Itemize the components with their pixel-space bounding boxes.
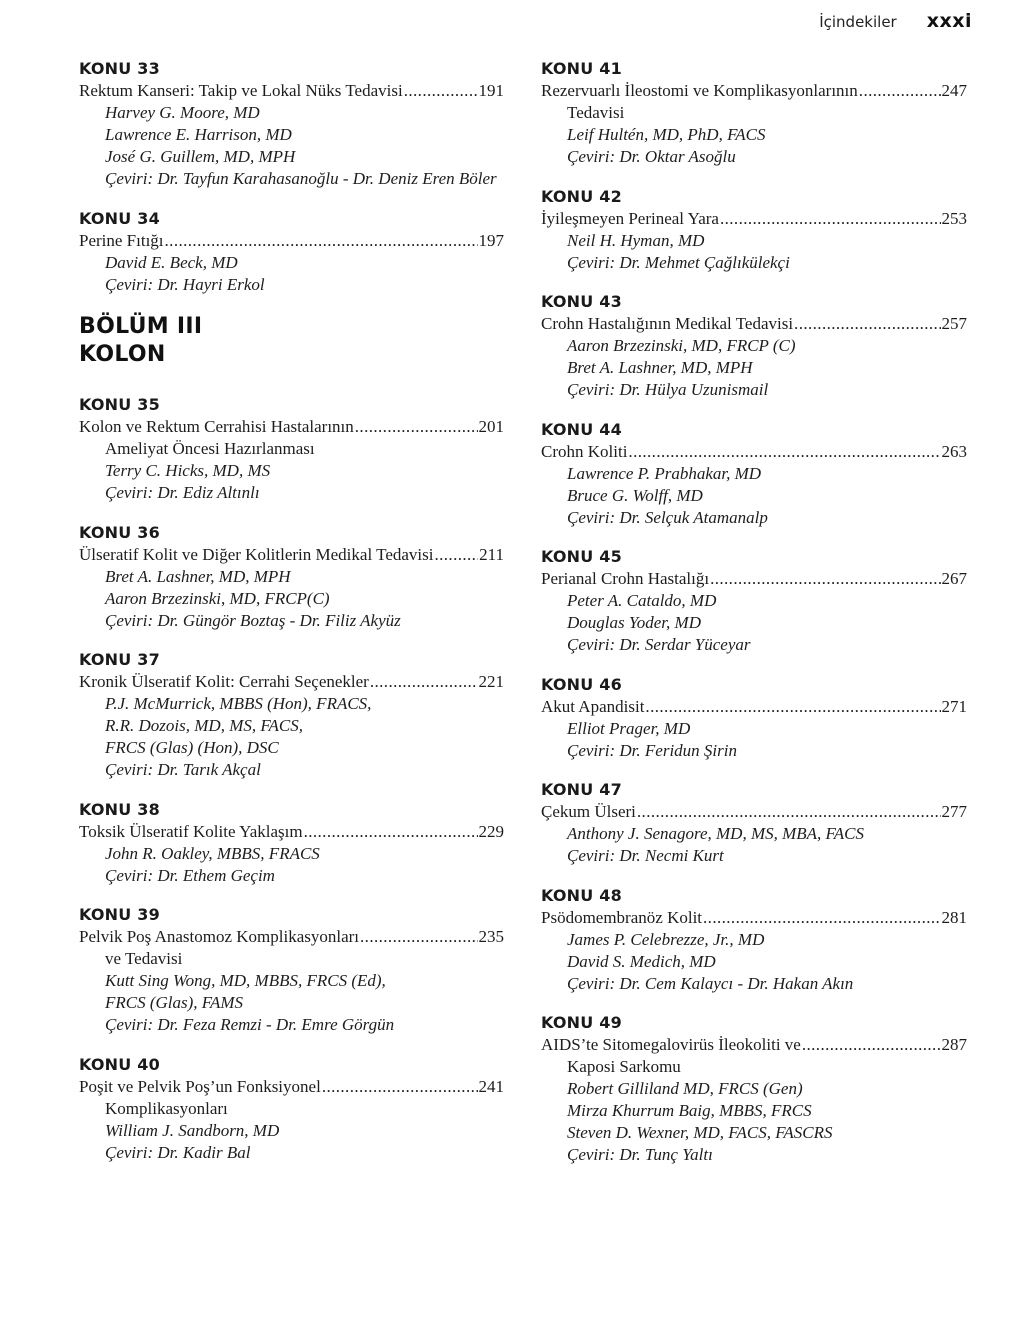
chapter-author: Kutt Sing Wong, MD, MBBS, FRCS (Ed), [105, 971, 386, 990]
chapter-page-number: 267 [941, 569, 967, 588]
chapter-label: KONU 46 [541, 674, 622, 694]
running-head-title: İçindekiler [819, 13, 897, 31]
chapter-author: FRCS (Glas), FAMS [105, 993, 244, 1012]
toc-entry [541, 885, 967, 995]
chapter-label: KONU 34 [79, 208, 160, 228]
toc-entry-title-row[interactable] [79, 230, 504, 252]
chapter-translator: Çeviri: Dr. Necmi Kurt [567, 846, 724, 865]
toc-entry [79, 522, 504, 632]
chapter-title-continued: Kaposi Sarkomu [567, 1057, 681, 1076]
chapter-title-continued: Tedavisi [567, 103, 625, 122]
chapter-author: José G. Guillem, MD, MPH [105, 147, 296, 166]
chapter-author: Mirza Khurrum Baig, MBBS, FRCS [567, 1101, 812, 1120]
dot-leader [628, 441, 940, 463]
chapter-author: Aaron Brzezinski, MD, FRCP (C) [567, 336, 796, 355]
dot-leader [645, 696, 940, 718]
dot-leader [859, 80, 941, 102]
chapter-translator: Çeviri: Dr. Kadir Bal [105, 1142, 251, 1162]
dot-leader [802, 1034, 941, 1056]
toc-entry [541, 546, 967, 656]
toc-entry [541, 291, 967, 401]
toc-entry-title-row[interactable] [541, 1034, 967, 1056]
toc-entry-title-row[interactable] [79, 926, 504, 948]
toc-entry [79, 799, 504, 887]
chapter-translator: Çeviri: Dr. Ethem Geçim [105, 865, 275, 885]
chapter-label: KONU 48 [541, 885, 622, 905]
toc-entry [79, 649, 504, 781]
chapter-label: KONU 47 [541, 780, 622, 799]
toc-entry-title-row[interactable] [541, 801, 967, 823]
toc-entry-title-row[interactable] [79, 1076, 504, 1098]
toc-entry [79, 904, 504, 1036]
chapter-title: Kolon ve Rektum Cerrahisi Hastalarının [79, 417, 354, 436]
chapter-author: Leif Hultén, MD, PhD, FACS [567, 125, 766, 144]
chapter-author: Douglas Yoder, MD [567, 613, 701, 632]
toc-entry-title-row[interactable] [79, 821, 504, 843]
toc-entry [541, 674, 967, 762]
chapter-author: Peter A. Cataldo, MD [567, 591, 717, 610]
chapter-translator: Çeviri: Dr. Tunç Yaltı [567, 1145, 713, 1164]
chapter-author: Anthony J. Senagore, MD, MS, MBA, FACS [567, 824, 864, 843]
chapter-translator: Çeviri: Dr. Cem Kalaycı - Dr. Hakan Akın [567, 973, 854, 993]
dot-leader [370, 671, 478, 693]
chapter-translator: Çeviri: Dr. Tarık Akçal [105, 760, 261, 779]
chapter-translator: Çeviri: Dr. Hülya Uzunismail [567, 380, 769, 399]
chapter-title: Ülseratif Kolit ve Diğer Kolitlerin Medikal Tedavisi [79, 544, 434, 564]
chapter-page-number: 235 [478, 927, 504, 946]
chapter-title-continued: Komplikasyonları [105, 1098, 228, 1118]
chapter-label: KONU 43 [541, 292, 622, 311]
toc-entry [79, 208, 504, 296]
chapter-page-number: 221 [478, 672, 504, 691]
toc-entry-title-row[interactable] [79, 80, 504, 102]
chapter-author: James P. Celebrezze, Jr., MD [567, 929, 765, 949]
toc-entry-title-row[interactable] [541, 696, 967, 718]
dot-leader [637, 801, 941, 823]
chapter-title-continued: Ameliyat Öncesi Hazırlanması [105, 439, 315, 458]
chapter-author: Bret A. Lashner, MD, MPH [567, 358, 753, 377]
page-number: xxxi [926, 10, 972, 32]
chapter-page-number: 253 [941, 208, 967, 228]
chapter-label: KONU 35 [79, 395, 160, 414]
toc-entry [541, 419, 967, 529]
toc-entry-title-row[interactable] [79, 416, 504, 438]
chapter-author: Aaron Brzezinski, MD, FRCP(C) [105, 588, 330, 608]
chapter-label: KONU 37 [79, 650, 160, 669]
chapter-title: Toksik Ülseratif Kolite Yaklaşım [79, 821, 303, 841]
toc-entry [541, 58, 967, 168]
chapter-author: Lawrence E. Harrison, MD [105, 125, 292, 144]
toc-entry-title-row[interactable] [541, 80, 967, 102]
chapter-translator: Çeviri: Dr. Ediz Altınlı [105, 483, 260, 502]
dot-leader [720, 208, 941, 230]
chapter-author: Harvey G. Moore, MD [105, 103, 260, 122]
toc-entry [541, 779, 967, 867]
toc-entry [541, 186, 967, 274]
chapter-page-number: 229 [478, 821, 504, 841]
toc-right-column [541, 58, 967, 1184]
toc-entry-title-row[interactable] [541, 907, 967, 929]
chapter-page-number: 271 [941, 696, 967, 716]
chapter-page-number: 257 [941, 314, 967, 333]
chapter-page-number: 247 [941, 81, 967, 100]
chapter-title: Crohn Hastalığının Medikal Tedavisi [541, 314, 794, 333]
chapter-author: Elliot Prager, MD [567, 718, 691, 738]
chapter-author: William J. Sandborn, MD [105, 1120, 280, 1140]
toc-entry-title-row[interactable] [541, 441, 967, 463]
chapter-page-number: 287 [941, 1035, 967, 1054]
chapter-label: KONU 38 [79, 799, 160, 819]
toc-entry [79, 394, 504, 504]
chapter-author: Steven D. Wexner, MD, FACS, FASCRS [567, 1123, 833, 1142]
chapter-label: KONU 49 [541, 1013, 622, 1032]
chapter-label: KONU 39 [79, 905, 160, 924]
chapter-title: Perine Fıtığı [79, 230, 164, 250]
section-title: KOLON [79, 342, 166, 367]
running-head [819, 10, 972, 32]
chapter-author: Terry C. Hicks, MD, MS [105, 461, 271, 480]
chapter-author: FRCS (Glas) (Hon), DSC [105, 738, 279, 757]
chapter-translator: Çeviri: Dr. Hayri Erkol [105, 274, 265, 294]
toc-entry-title-row[interactable] [541, 313, 967, 335]
chapter-label: KONU 33 [79, 59, 160, 78]
chapter-title: Poşit ve Pelvik Poş’un Fonksiyonel [79, 1076, 321, 1096]
chapter-translator: Çeviri: Dr. Oktar Asoğlu [567, 147, 736, 166]
dot-leader [703, 907, 940, 929]
chapter-title: Rektum Kanseri: Takip ve Lokal Nüks Tedavisi [79, 81, 403, 100]
dot-leader [794, 313, 940, 335]
chapter-author: Lawrence P. Prabhakar, MD [567, 463, 762, 483]
chapter-translator: Çeviri: Dr. Mehmet Çağlıkülekçi [567, 252, 790, 272]
chapter-translator: Çeviri: Dr. Güngör Boztaş - Dr. Filiz Akyüz [105, 610, 401, 630]
toc-left-column [79, 58, 504, 1181]
chapter-title-continued: ve Tedavisi [105, 949, 183, 968]
chapter-page-number: 191 [478, 81, 504, 100]
chapter-author: David E. Beck, MD [105, 252, 238, 272]
toc-entry [79, 1054, 504, 1164]
chapter-page-number: 263 [941, 441, 967, 461]
chapter-title: AIDS’te Sitomegalovirüs İleokoliti ve [541, 1035, 801, 1054]
toc-entry [541, 1012, 967, 1166]
chapter-page-number: 277 [941, 802, 967, 821]
chapter-page-number: 201 [478, 417, 504, 436]
chapter-page-number: 211 [479, 544, 504, 564]
section-heading [79, 313, 504, 369]
chapter-label: KONU 44 [541, 419, 622, 439]
toc-entry-title-row[interactable] [541, 208, 967, 230]
dot-leader [404, 80, 478, 102]
chapter-title: Psödomembranöz Kolit [541, 907, 703, 927]
chapter-title: İyileşmeyen Perineal Yara [541, 208, 719, 228]
section-number: BÖLÜM III [79, 314, 203, 339]
chapter-label: KONU 45 [541, 547, 622, 566]
chapter-author: Bret A. Lashner, MD, MPH [105, 566, 291, 586]
dot-leader [360, 926, 477, 948]
chapter-title: Rezervuarlı İleostomi ve Komplikasyonlarının [541, 81, 858, 100]
dot-leader [710, 568, 940, 590]
chapter-translator: Çeviri: Dr. Feza Remzi - Dr. Emre Görgün [105, 1015, 395, 1034]
chapter-author: John R. Oakley, MBBS, FRACS [105, 843, 320, 863]
chapter-author: R.R. Dozois, MD, MS, FACS, [105, 716, 304, 735]
toc-entry-title-row[interactable] [79, 671, 504, 693]
dot-leader [165, 230, 478, 252]
chapter-label: KONU 40 [79, 1054, 160, 1074]
chapter-title: Perianal Crohn Hastalığı [541, 569, 710, 588]
chapter-author: Robert Gilliland MD, FRCS (Gen) [567, 1079, 803, 1098]
dot-leader [434, 544, 478, 566]
chapter-title: Pelvik Poş Anastomoz Komplikasyonları [79, 927, 360, 946]
chapter-page-number: 241 [478, 1076, 504, 1096]
chapter-translator: Çeviri: Dr. Feridun Şirin [567, 740, 737, 760]
chapter-title: Kronik Ülseratif Kolit: Cerrahi Seçenekler [79, 672, 369, 691]
toc-entry-title-row[interactable] [541, 568, 967, 590]
chapter-author: Bruce G. Wolff, MD [567, 485, 703, 505]
dot-leader [304, 821, 478, 843]
chapter-title: Çekum Ülseri [541, 802, 636, 821]
chapter-label: KONU 42 [541, 186, 622, 206]
chapter-author: Neil H. Hyman, MD [567, 230, 705, 250]
chapter-page-number: 281 [941, 907, 967, 927]
chapter-label: KONU 36 [79, 522, 160, 542]
chapter-translator: Çeviri: Dr. Tayfun Karahasanoğlu - Dr. Deniz Eren Böler [105, 169, 497, 188]
chapter-translator: Çeviri: Dr. Selçuk Atamanalp [567, 507, 768, 527]
toc-entry [79, 58, 504, 190]
chapter-title: Crohn Koliti [541, 441, 628, 461]
chapter-author: David S. Medich, MD [567, 951, 716, 971]
dot-leader [355, 416, 478, 438]
toc-entry-title-row[interactable] [79, 544, 504, 566]
chapter-title: Akut Apandisit [541, 696, 645, 716]
chapter-translator: Çeviri: Dr. Serdar Yüceyar [567, 635, 751, 654]
dot-leader [322, 1076, 478, 1098]
chapter-author: P.J. McMurrick, MBBS (Hon), FRACS, [105, 694, 372, 713]
chapter-page-number: 197 [478, 230, 504, 250]
chapter-label: KONU 41 [541, 59, 622, 78]
